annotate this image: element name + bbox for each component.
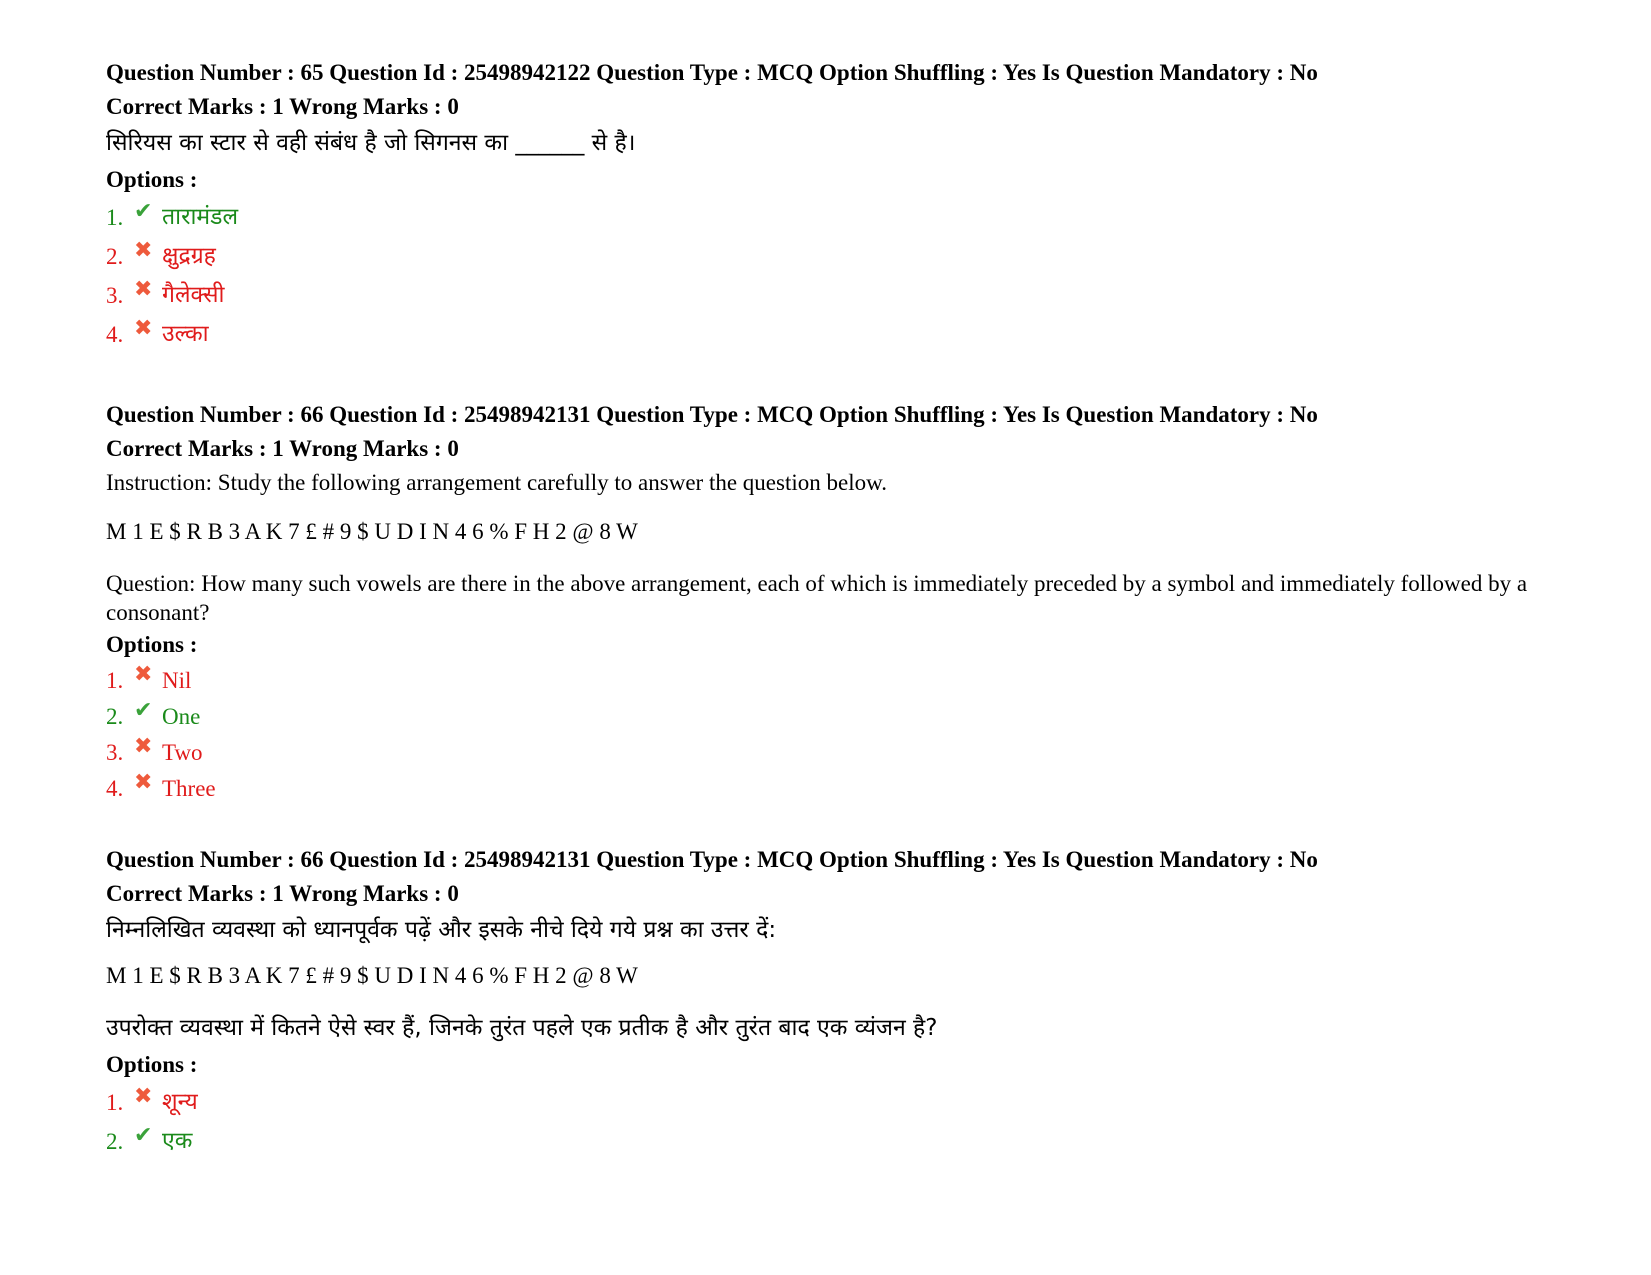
cross-icon: ✖ (134, 316, 153, 341)
option-1: 1. ✖ Nil (106, 663, 1556, 699)
marks-meta: Correct Marks : 1 Wrong Marks : 0 (106, 436, 459, 461)
option-label: Nil (162, 668, 192, 693)
check-icon: ✔ (134, 698, 153, 723)
option-1: 1. ✖ शून्य (106, 1083, 1556, 1122)
question-text: उपरोक्त व्यवस्था में कितने ऐसे स्वर हैं, जिनके तुरंत पहले एक प्रतीक है और तुरंत बाद एक व्यंजन है? (106, 1015, 938, 1041)
cross-icon: ✖ (134, 734, 153, 759)
question-paper (106, 56, 1556, 1161)
question-meta: Question Number : 66 Question Id : 25498942131 Question Type : MCQ Option Shuffling : Yes Is Question Mandatory : No (106, 402, 1318, 427)
cross-icon: ✖ (134, 1084, 153, 1109)
option-4: 4. ✖ उल्का (106, 315, 1556, 354)
question-text: सिरियस का स्टार से वही संबंध है जो सिगनस का ______ से है। (106, 130, 636, 156)
arrangement-sequence: M 1 E $ R B 3 A K 7 £ # 9 $ U D I N 4 6 % F H 2 @ 8 W (106, 519, 638, 544)
check-icon: ✔ (134, 199, 153, 224)
arrangement-sequence: M 1 E $ R B 3 A K 7 £ # 9 $ U D I N 4 6 % F H 2 @ 8 W (106, 963, 638, 988)
option-label: One (162, 704, 201, 729)
option-label: शून्य (162, 1089, 198, 1115)
option-label: Three (162, 776, 216, 801)
cross-icon: ✖ (134, 662, 153, 687)
option-2: 2. ✔ One (106, 699, 1556, 735)
option-2: 2. ✔ एक (106, 1122, 1556, 1161)
options-label: Options : (106, 1052, 198, 1077)
marks-meta: Correct Marks : 1 Wrong Marks : 0 (106, 94, 459, 119)
check-icon: ✔ (134, 1123, 153, 1148)
options-list (106, 1083, 1556, 1161)
instruction-text: निम्नलिखित व्यवस्था को ध्यानपूर्वक पढ़ें और इसके नीचे दिये गये प्रश्न का उत्तर दें: (106, 917, 777, 943)
question-meta: Question Number : 65 Question Id : 25498942122 Question Type : MCQ Option Shuffling : Yes Is Question Mandatory : No (106, 60, 1318, 85)
question-65 (106, 56, 1556, 354)
option-1: 1. ✔ तारामंडल (106, 198, 1556, 237)
question-66-english (106, 398, 1556, 807)
option-3: 3. ✖ गैलेक्सी (106, 276, 1556, 315)
option-3: 3. ✖ Two (106, 735, 1556, 771)
option-2: 2. ✖ क्षुद्रग्रह (106, 237, 1556, 276)
option-label: गैलेक्सी (162, 282, 225, 308)
option-label: एक (162, 1128, 193, 1154)
options-label: Options : (106, 167, 198, 192)
cross-icon: ✖ (134, 770, 153, 795)
option-label: तारामंडल (162, 204, 239, 230)
options-list (106, 198, 1556, 354)
cross-icon: ✖ (134, 238, 153, 263)
question-text: Question: How many such vowels are there in the above arrangement, each of which is immediately preceded by a symbol and immediately followed by a consonant? (106, 571, 1528, 625)
option-label: उल्का (162, 321, 209, 347)
option-label: क्षुद्रग्रह (162, 243, 216, 269)
options-label: Options : (106, 632, 198, 657)
options-list (106, 663, 1556, 807)
option-label: Two (162, 740, 203, 765)
instruction-text: Instruction: Study the following arrangement carefully to answer the question below. (106, 470, 887, 495)
option-4: 4. ✖ Three (106, 771, 1556, 807)
marks-meta: Correct Marks : 1 Wrong Marks : 0 (106, 881, 459, 906)
question-meta: Question Number : 66 Question Id : 25498942131 Question Type : MCQ Option Shuffling : Yes Is Question Mandatory : No (106, 847, 1318, 872)
question-66-hindi (106, 843, 1556, 1161)
cross-icon: ✖ (134, 277, 153, 302)
